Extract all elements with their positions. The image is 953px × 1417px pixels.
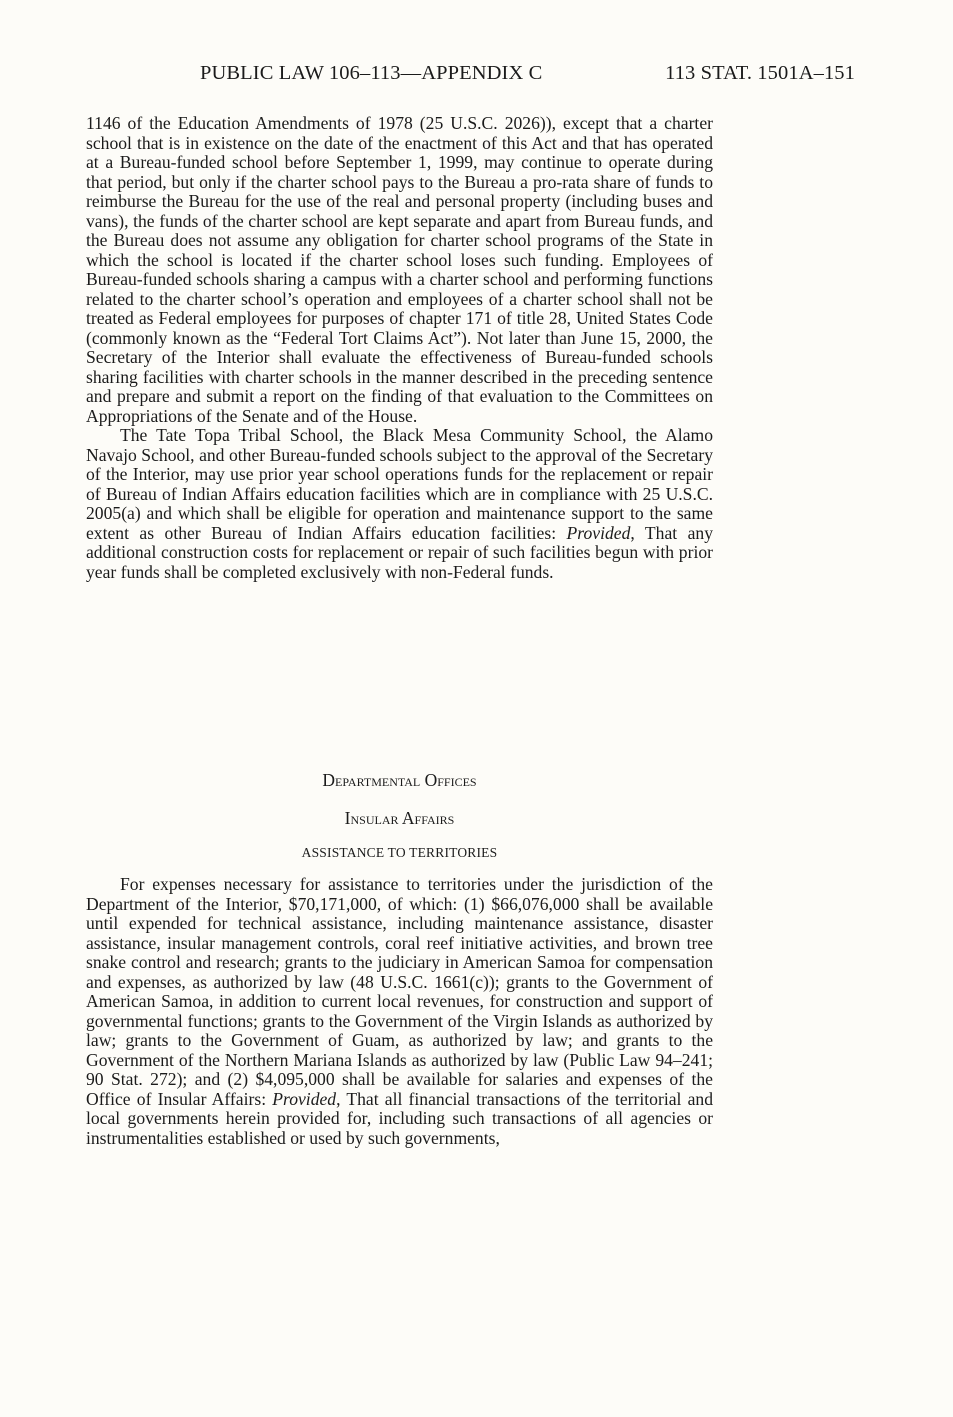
header-title: PUBLIC LAW 106–113—APPENDIX C bbox=[200, 62, 543, 84]
heading-assistance-to-territories: ASSISTANCE TO TERRITORIES bbox=[301, 845, 498, 860]
header-page-number: 113 STAT. 1501A–151 bbox=[665, 62, 855, 84]
text-segment: 1146 of the Education Amendments of 1978 (25 U.S.C. 2026)), except that a charter school that is in existence on the date of the enactment of this Act and that has operated at a Bureau-funded school before September 1, 1999, may continue to operate during that period, but only if the charter school pays to the Bureau a pro-rata share of funds to reimburse the Bureau for the use of the real and personal property (including buses and vans), the funds of the charter school are kept separate and apart from Bureau funds, and the Bureau does not assume any obligation for charter school programs of the State in which the school is located if the charter school loses such funding. Employees of Bureau-funded schools sharing a campus with a charter school and performing functions related to the charter school’s operation and employees of a charter school shall not be treated as Federal employees for purposes of chapter 171 of title 28, United States Code (commonly known as the “Federal Tort Claims Act”). Not later than June 15, 2000, the Secretary of the Interior shall evaluate the effectiveness of Bureau-funded schools sharing facilities with charter schools in the manner described in the preceding sentence and prepare and submit a report on the finding of that evaluation to the Committees on Appropriations of the Senate and of the House. bbox=[86, 113, 713, 426]
heading-insular-affairs: Insular Affairs bbox=[344, 808, 455, 828]
text-segment: For expenses necessary for assistance to territories under the jurisdiction of the Department of the Interior, $70,171,000, of which: (1) $66,076,000 shall be available until expended for technical assistance, including maintenance assistance, disaster assistance, insular management controls, coral reef initiative activities, and brown tree snake control and research; grants to the judiciary in American Samoa for compensation and expenses, as authorized by law (48 U.S.C. 1661(c)); grants to the Government of American Samoa, in addition to current local revenues, for construction and support of governmental functions; grants to the Government of the Virgin Islands as authorized by law; grants to the Government of Guam, as authorized by law; and grants to the Government of the Northern Mariana Islands as authorized by law (Public Law 94–241; 90 Stat. 272); and (2) $4,095,000 shall be available for salaries and expenses of the Office of Insular Affairs: bbox=[86, 874, 713, 1109]
text-segment: , That any additional construction costs for replacement or repair of such facilities begun with prior year funds shall be completed exclusively with non-Federal funds. bbox=[86, 522, 713, 582]
running-header bbox=[200, 62, 855, 92]
text-block-top bbox=[86, 114, 713, 582]
text-block-bottom bbox=[86, 875, 713, 1148]
text-segment: The Tate Topa Tribal School, the Black Mesa Community School, the Alamo Navajo School, and other Bureau-funded schools subject to the approval of the Secretary of the Interior, may use prior year school operations funds for the replacement or repair of Bureau of Indian Affairs education facilities which are in compliance with 25 U.S.C. 2005(a) and which shall be eligible for operation and maintenance support to the same extent as other Bureau of Indian Affairs education facilities: bbox=[86, 425, 713, 543]
italic-provided: Provided bbox=[272, 1088, 337, 1109]
paragraph-tate-topa bbox=[86, 426, 713, 582]
text-segment: , That all financial transactions of the territorial and local governments herein provided for, including such transactions of all agencies or instrumentalities established or used by such governments, bbox=[86, 1088, 713, 1148]
paragraph-territories-expenses bbox=[86, 875, 713, 1148]
italic-provided: Provided bbox=[566, 522, 631, 543]
paragraph-charter-school bbox=[86, 114, 713, 426]
heading-departmental-offices: Departmental Offices bbox=[322, 770, 477, 790]
